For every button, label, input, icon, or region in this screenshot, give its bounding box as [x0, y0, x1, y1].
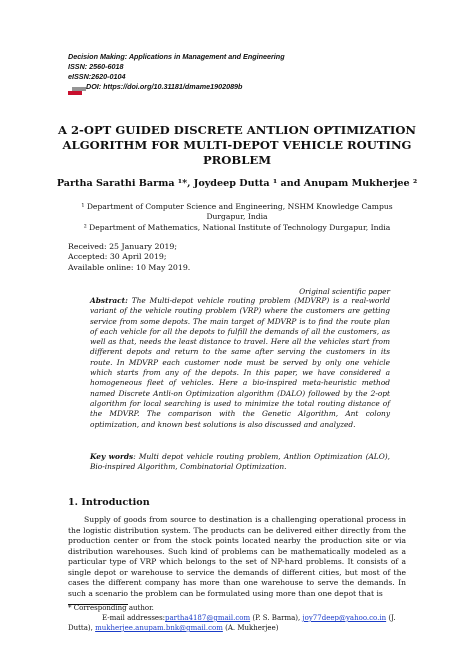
email-link-3[interactable]: mukherjee.anupam.bnk@gmail.com — [95, 624, 223, 632]
email-label: E-mail addresses: — [102, 614, 166, 622]
intro-paragraph: Supply of goods from source to destination is a challenging operational process in the logistic distribution system. The products can be delivered either directly from the production center or from the stock points located nearby the production site or via distribution warehouses. Such kind of problems can be mathematically modeled as a particular type of VRP which belongs to the set of NP-hard problems. It consists of a single depot or warehouse to service the demands of different cities, but most of the cases the different company has more than one warehouse to serve the demands. In such a scenario the problem can be formulated using more than one depot that is — [68, 515, 406, 598]
accepted-date: Accepted: 30 April 2019; — [68, 252, 167, 262]
affiliation-2: ² Department of Mathematics, National Institute of Technology Durgapur, India — [83, 223, 391, 232]
crossref-logo — [68, 81, 88, 92]
doi-link[interactable]: DOI: https://doi.org/10.31181/dmame1902089b — [86, 82, 243, 91]
abstract — [90, 296, 390, 430]
affiliation-1: ¹ Department of Computer Science and Engineering, NSHM Knowledge Campus — [81, 202, 393, 211]
keywords-label: Key words — [90, 452, 134, 461]
issn: ISSN: 2560-6018 — [68, 62, 124, 71]
author-list: Partha Sarathi Barma ¹*, Joydeep Dutta ¹ and Anupam Mukherjee ² — [56, 178, 418, 189]
online-date: Available online: 10 May 2019. — [68, 262, 191, 272]
abstract-label: Abstract: — [90, 296, 128, 305]
email-name-1: (P. S. Barma), — [250, 614, 303, 622]
corresponding-author-note: * Corresponding author. — [68, 604, 154, 612]
keywords — [90, 452, 390, 473]
affiliation-1-city: Durgapur, India — [206, 212, 268, 221]
paper-type: Original scientific paper — [299, 287, 390, 296]
received-date: Received: 25 January 2019; — [68, 242, 178, 251]
email-line — [68, 614, 406, 624]
article-dates — [68, 242, 190, 273]
email-link-2[interactable]: joy77deep@yahoo.co.in — [302, 614, 387, 622]
title-line-3: PROBLEM — [202, 153, 272, 167]
email-line-2 — [68, 624, 406, 634]
abstract-text: The Multi-depot vehicle routing problem (MDVRP) is a real-world variant of the vehicle routing problem (VRP) where the customers are getting service from some depots. The main target of MDVRP is to find the route plan of each vehicle for all the depots to fulfill the demands of all the customers, as well as that, needs the least distance to travel. Here all the vehicles start from different depots and return to the same after serving the customers in its route. In MDVRP each customer node must be served by only one vehicle which starts from any of the depots. In this paper, we have considered a homogeneous fleet of vehicles. Here a bio-inspired meta-heuristic method named Discrete Antli-on Optimization algorithm (DALO) followed by the 2-opt algorithm for local searching is used to minimize the total routing distance of the MDVRP. The comparison with the Genetic Algorithm, Ant colony optimization, and known best solutions is also discussed and analyzed. — [90, 296, 390, 429]
paper-title — [40, 123, 434, 168]
journal-name: Decision Making: Applications in Management and Engineering — [68, 52, 285, 61]
email-name-3: (A. Mukherjee) — [222, 624, 279, 632]
keywords-text: : Multi depot vehicle routing problem, Antlion Optimization (ALO), Bio-inspired Algorithm, Combinatorial Optimization. — [90, 452, 390, 472]
title-line-1: A 2-OPT GUIDED DISCRETE ANTLION OPTIMIZATION — [57, 123, 417, 137]
email-link-1[interactable]: partha4187@gmail.com — [165, 614, 251, 622]
eissn: eISSN:2620-0104 — [68, 72, 126, 81]
section-heading: 1. Introduction — [68, 497, 150, 508]
title-line-2: ALGORITHM FOR MULTI-DEPOT VEHICLE ROUTING — [62, 138, 412, 152]
email-name-2b: Dutta), — [68, 624, 96, 632]
email-name-2: (J. — [386, 614, 396, 622]
